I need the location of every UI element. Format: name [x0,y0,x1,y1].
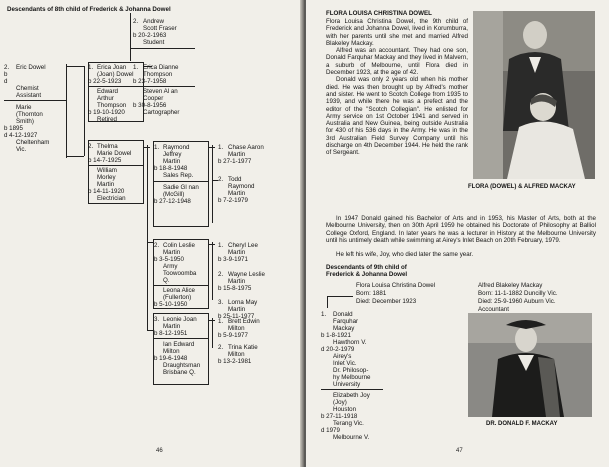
connector [66,64,67,158]
divider [133,86,195,87]
divider [153,181,209,182]
connector [144,147,150,148]
left-page: Descendants of 8th child of Frederick & Johanna Dowel 2. Eric Dowel b d Chemist Assistant Marie (Thornton Smith) b 1895 d 4-12-1927 Cheltenham Vic. 1. Erica Joan (Joan) Dowel b 22-5-1923 Edward Arthur Thompson b 19-10-1920 Retired 2. Andrew Scott Fraser b 20-2-1963 Student 1. Erica Dianne Thompson b 23-7-1958 Steven Al an Cooper b 30-8-1956 Cartographer 2. Thelma Marie Dowel b 14-7-1925 William Morley Martin b 14-11-1920 Electrician 1. Raymond Jeffrey Martin b 18-8-1948 Sales Rep. Sadie Gl nan (McGill) b 27-12-1948 1. Chase Aaron Martin b 27-1-1977 2. Todd Raymond Martin b 7-2-1979 2. Colin Leslie Martin b 3-5-1950 Army Toowoomba Q. Leona Alice (Fullerton) b 5-10-1950 1. Cheryl Lee Martin b 3-9-1971 2. Wayne Leslie Martin b 15-8-1975 3. Lorna May Martin b 25-11-1977 3. Leonie Joan Martin b 8-12-1951 Ian Edward Milton b 19-6-1948 Draughtsman Brisbane Q. 1. Brett Edwin Milton b 5-9-1977 2. Trina Katie Milton b 13-2-1981 46 [0,0,303,467]
connector [212,242,213,300]
connector [66,66,84,67]
photo-donald-image [468,313,592,417]
divider [88,165,144,166]
connector [327,296,353,297]
photo2-caption: DR. DONALD F. MACKAY [486,421,558,427]
connector [147,145,148,331]
photo-flora-alfred-image [473,11,595,179]
divider [153,285,209,286]
connector [66,156,84,157]
page-number: 47 [456,448,463,454]
desc-heading-1: Descendants of 9th child of [326,264,407,271]
connector [212,145,213,223]
photo1-caption: FLORA (DOWEL) & ALFRED MACKAY [468,184,576,190]
connector [327,296,328,308]
left-heading: Descendants of 8th child of Frederick & Johanna Dowel [7,6,171,13]
connector [209,244,215,245]
right-page: FLORA LOUISA CHRISTINA DOWEL Flora Louisa Christina Dowel, the 9th child of Frederick and Johanna Dowel, lived in Korumburra, with her parents until she met and married Alfred Blakeley Mackay. Alfred was an accountant. They had one son, Donald Farquhar Mackay and they lived in Malvern, a suburb of Melbourne, until Flora died in December 1923, at the age of 42. Donald was only 2 years old when his mother died. He was then brought up by Alfred's mother and sister. He went to Scotch College from 1935 to 1939, and while there he was a prefect and the editor of the "Scotch Collegian". He enlisted for Army service on 1st October 1941 and served in Australia and New Guinea, being outside Australia for 430 of his 536 days in the Army. He was in the 3rd Australian Field Survey Company until his discharge on 4th December 1944. He held the rank of Sergeant. In 1947 Donald gained his Bachelor of Arts and in 1953, his Master of Arts, both at the Melbourne University, then on 30th April 1959 he obtained his Doctorate of Philosophy at Balliol College Oxford, England. In later years he was a lecturer in History at the Melbourne University until his untimely death while swimming at Airey's Inlet Beach on 20th February, 1979. He left his wife, Joy, who died later the same year. FLORA (DOWEL) & ALFRED MACKAY Descendants of 9th child of Frederick & Johanna Dowel Flora Louisa Christina Dowel Born: 1881 Died: December 1923 Alfred Blakeley Mackay Born: 11-1-1882 Duncilly Vic. Died: 25-9-1960 Auburn Vic. Accountant 1. Donald Farquhar Mackay b 1-8-1921 Hawthorn V. d 20-2-1979 Airey's Inlet Vic. Dr. Philosop- hy Melbourne University Elizabeth Joy (Joy) Houston b 27-11-1918 Terang Vic. d 1979 Melbourne V. DR. DONALD F. MACKAY 47 [306,0,609,467]
body-text-3: He left his wife, Joy, who died later the same year. [336,251,474,258]
desc-heading-2: Frederick & Johanna Dowel [326,271,408,278]
body-text-2: In 1947 Donald gained his Bachelor of Arts and in 1953, his Master of Arts, both at the Melbourne University, then on 30th April 1959 he obtained his Doctorate of Philosophy at Balliol College Oxford, England. In later years he was a lecturer in History at the Melbourne University until his untimely death while swimming at Airey's Inlet Beach on 20th February, 1979. [326,215,596,244]
connector [130,13,131,61]
divider [130,48,195,49]
connector [212,318,213,348]
connector [84,66,85,156]
divider [153,338,209,339]
right-title: FLORA LOUISA CHRISTINA DOWEL [326,10,432,17]
photo-flora-alfred [473,11,595,179]
connector [209,320,215,321]
connector [209,147,215,148]
body-text: Flora Louisa Christina Dowel, the 9th child of Frederick and Johanna Dowel, lived in Korumburra, with her parents until she met and married Alfred Blakeley Mackay. Alfred was an accountant. They had one son, Donald Farquhar Mackay and they lived in Malvern, a suburb of Melbourne, until Flora died in December 1923, at the age of 42. Donald was only 2 years old when his mother died. He was then brought up by Alfred's mother and sister. He went to Scotch College from 1935 to 1939, and while there he was a prefect and the editor of the "Scotch Collegian". He enlisted for Army service on 1st October 1941 and served in Australia and New Guinea, being outside Australia for 430 of his 536 days in the Army. He was in the 3rd Australian Field Survey Company until his discharge on 4th December 1944. He held the rank of Sergeant. [326,18,468,157]
divider [321,389,383,390]
page-number: 46 [156,448,163,454]
divider [4,100,66,101]
photo-donald [468,313,592,417]
